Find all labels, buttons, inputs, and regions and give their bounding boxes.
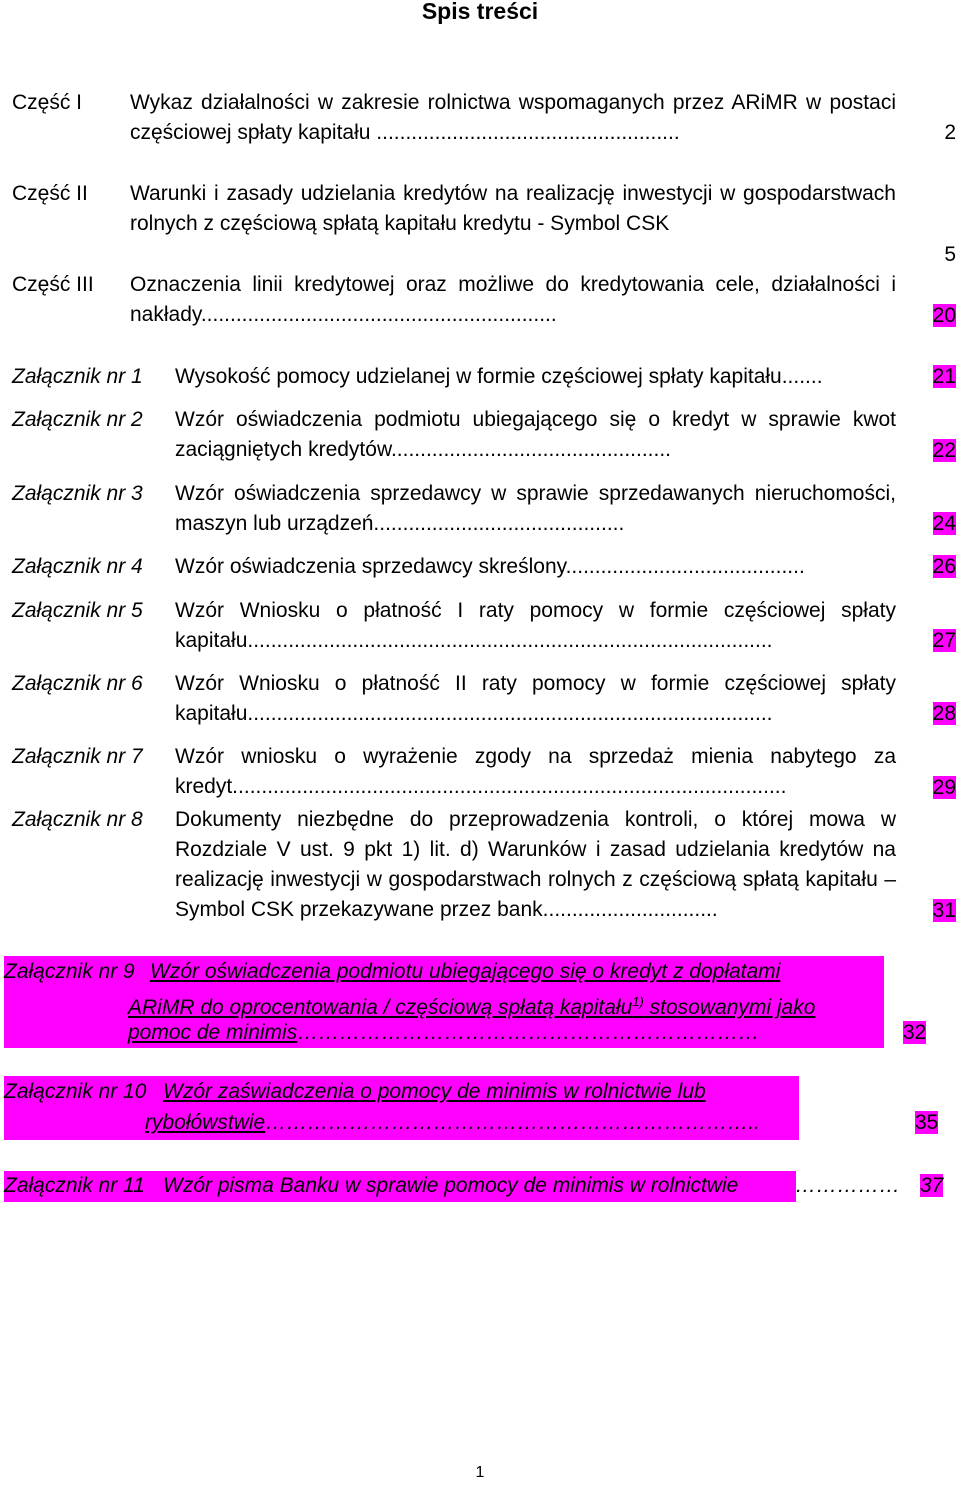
annex-9-label: Załącznik nr 9: [4, 960, 135, 983]
annex-5-label: Załącznik nr 5: [12, 599, 143, 622]
annex-2-label: Załącznik nr 2: [12, 408, 143, 431]
annex-10-line-1[interactable]: Wzór zaświadczenia o pomocy de minimis w rolnictwie lub: [163, 1080, 706, 1103]
annex-10-line-2-text: rybołówstwie: [145, 1111, 266, 1134]
annex-7-text[interactable]: Wzór wniosku o wyrażenie zgody na sprzedaż mienia nabytego za kredyt...............................................................................................: [175, 745, 896, 798]
annex-8-page[interactable]: 31: [932, 899, 956, 922]
annex-6-label: Załącznik nr 6: [12, 672, 143, 695]
annex-9-dots: …………………………………………………………: [297, 1021, 760, 1044]
part-3-text[interactable]: Oznaczenia linii kredytowej oraz możliwe do kredytowania cele, działalności i nakłady.............................................................: [130, 273, 896, 326]
part-3-label: Część III: [12, 273, 94, 296]
part-1-label: Część I: [12, 91, 83, 114]
annex-7-label: Załącznik nr 7: [12, 745, 143, 768]
annex-9-page[interactable]: 32: [903, 1021, 927, 1044]
annex-4-text[interactable]: Wzór oświadczenia sprzedawcy skreślony.........................................: [175, 555, 805, 578]
annex-11-page[interactable]: 37: [920, 1174, 944, 1197]
annex-4-page[interactable]: 26: [932, 555, 956, 578]
annex-10-line-2[interactable]: [145, 1108, 760, 1138]
annex-11-label: Załącznik nr 11: [4, 1174, 145, 1197]
part-1-page[interactable]: 2: [944, 121, 956, 144]
annex-9-line-2-tail: stosowanymi jako: [643, 996, 816, 1019]
annex-8-label: Załącznik nr 8: [12, 808, 143, 831]
part-3-page[interactable]: 20: [932, 304, 956, 327]
annex-9-line-2-text: ARiMR do oprocentowania / częściową spłatą kapitału: [128, 996, 633, 1019]
annex-6-text[interactable]: Wzór Wniosku o płatność II raty pomocy w formie częściowej spłaty kapitału..........................................................................................: [175, 672, 896, 725]
annex-5-page[interactable]: 27: [932, 629, 956, 652]
annex-3-text[interactable]: Wzór oświadczenia sprzedawcy w sprawie sprzedawanych nieruchomości, maszyn lub urządzeń...........................................: [175, 482, 896, 535]
annex-2-text[interactable]: Wzór oświadczenia podmiotu ubiegającego się o kredyt w sprawie kwot zaciągniętych kredytów................................................: [175, 408, 896, 461]
annex-4-label: Załącznik nr 4: [12, 555, 143, 578]
annex-5-text[interactable]: Wzór Wniosku o płatność I raty pomocy w formie częściowej spłaty kapitału..........................................................................................: [175, 599, 896, 652]
annex-7-page[interactable]: 29: [932, 776, 956, 799]
annex-1-page[interactable]: 21: [932, 365, 956, 388]
part-2-label: Część II: [12, 182, 88, 205]
page-title: Spis treści: [421, 0, 539, 24]
part-1-text[interactable]: Wykaz działalności w zakresie rolnictwa wspomaganych przez ARiMR w postaci częściowej spłaty kapitału ....................................................: [130, 91, 896, 144]
annex-10-dots: ……………………………………………………………..: [265, 1111, 760, 1134]
part-2-page[interactable]: 5: [944, 243, 956, 266]
annex-11-text[interactable]: Wzór pisma Banku w sprawie pomocy de minimis w rolnictwie: [163, 1174, 739, 1197]
annex-1-text[interactable]: Wysokość pomocy udzielanej w formie częściowej spłaty kapitału.......: [175, 365, 823, 388]
annex-1-label: Załącznik nr 1: [12, 365, 143, 388]
annex-10-page[interactable]: 35: [915, 1111, 939, 1134]
annex-8-text[interactable]: Dokumenty niezbędne do przeprowadzenia kontroli, o której mowa w Rozdziale V ust. 9 pkt 1) lit. d) Warunków i zasad udzielania kredytów na realizację inwestycji w gospodarstwach rolnych z częściową spłatą kapitału – Symbol CSK przekazywane przez bank..............................: [175, 808, 896, 921]
annex-9-line-1[interactable]: Wzór oświadczenia podmiotu ubiegającego się o kredyt z dopłatami: [150, 960, 781, 983]
part-2-text[interactable]: Warunki i zasady udzielania kredytów na realizację inwestycji w gospodarstwach rolnych z częściową spłatą kapitału kredytu - Symbol CSK: [130, 182, 896, 235]
annex-3-label: Załącznik nr 3: [12, 482, 143, 505]
footnote-marker: 1): [632, 994, 644, 1009]
page-number: 1: [475, 1464, 485, 1481]
annex-10-label: Załącznik nr 10: [4, 1080, 147, 1103]
annex-11-dots: ……………: [795, 1174, 900, 1197]
annex-6-page[interactable]: 28: [932, 702, 956, 725]
annex-3-page[interactable]: 24: [932, 512, 956, 535]
annex-9-line-3-text: pomoc de minimis: [128, 1021, 298, 1044]
annex-2-page[interactable]: 22: [932, 439, 956, 462]
annex-9-line-3[interactable]: [128, 1018, 759, 1048]
